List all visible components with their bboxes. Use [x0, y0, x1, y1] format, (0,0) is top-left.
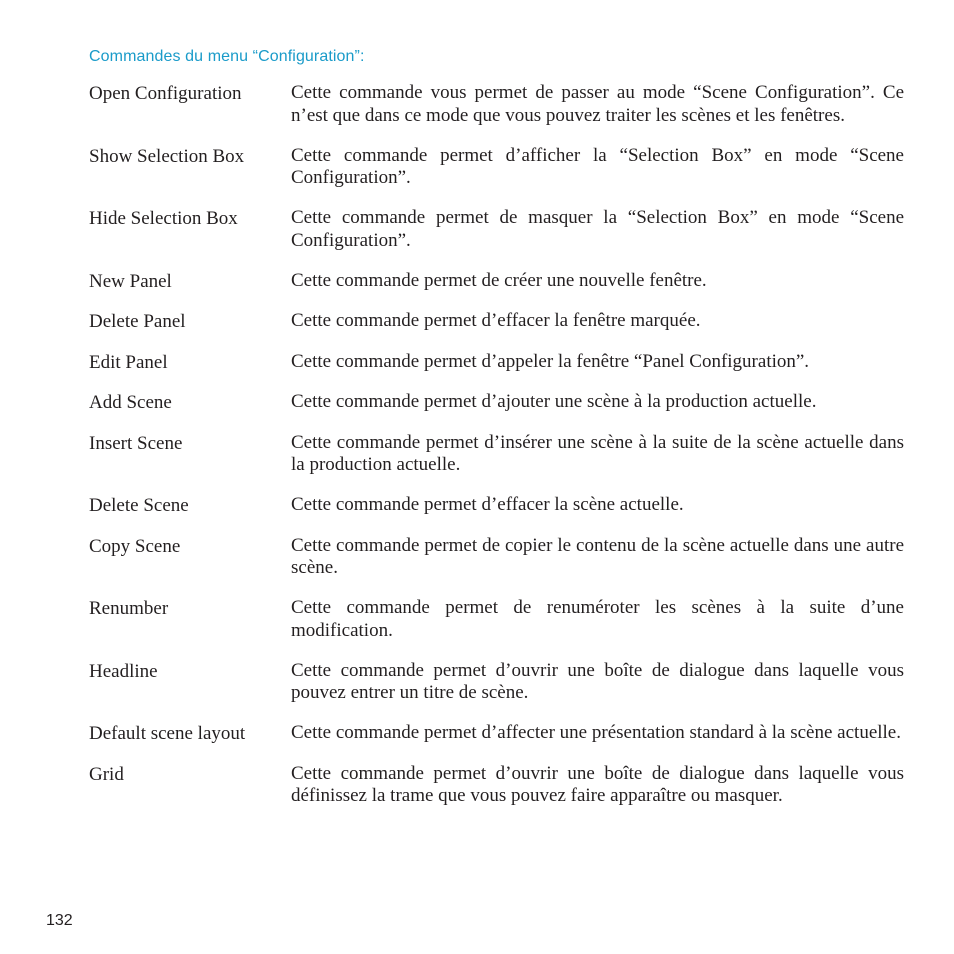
command-name: Show Selection Box — [89, 145, 245, 167]
command-description: Cette commande vous permet de passer au mode “Scene Configuration”. Ce n’est que dans ce mode que vous pouvez traiter les scènes et les fenêtres. — [291, 82, 904, 126]
command-name: Delete Scene — [89, 495, 189, 516]
command-name: Renumber — [89, 598, 169, 619]
command-description: Cette commande permet d’appeler la fenêtre “Panel Configuration”. — [291, 350, 810, 372]
command-name: Edit Panel — [89, 351, 168, 373]
command-entry — [89, 207, 904, 252]
command-name: New Panel — [89, 270, 172, 292]
command-name: Copy Scene — [89, 535, 181, 557]
command-entry — [89, 145, 904, 190]
command-entry — [89, 391, 904, 414]
command-description: Cette commande permet d’ajouter une scène à la production actuelle. — [291, 391, 817, 412]
command-entry — [89, 310, 904, 333]
command-description: Cette commande permet d’effacer la scène actuelle. — [291, 494, 684, 515]
command-name: Grid — [89, 763, 124, 785]
command-entry — [89, 494, 904, 517]
command-entry — [89, 660, 904, 705]
command-entry — [89, 432, 904, 477]
command-name: Open Configuration — [89, 83, 242, 104]
command-name: Add Scene — [89, 392, 172, 413]
section-heading: Commandes du menu “Configuration”: — [89, 48, 365, 65]
command-name: Insert Scene — [89, 432, 183, 454]
command-description: Cette commande permet de copier le contenu de la scène actuelle dans une autre scène. — [291, 534, 904, 578]
command-name: Default scene layout — [89, 723, 246, 744]
command-entry — [89, 351, 904, 374]
command-name: Delete Panel — [89, 311, 186, 332]
command-list — [89, 82, 904, 825]
command-entry — [89, 763, 904, 808]
page-number: 132 — [46, 912, 73, 929]
command-description: Cette commande permet d’ouvrir une boîte de dialogue dans laquelle vous pouvez entrer un titre de scène. — [291, 659, 904, 703]
command-entry — [89, 722, 904, 745]
command-description: Cette commande permet d’affecter une présentation standard à la scène actuelle. — [291, 722, 901, 743]
command-description: Cette commande permet de créer une nouvelle fenêtre. — [291, 269, 707, 291]
command-name: Hide Selection Box — [89, 208, 238, 229]
command-description: Cette commande permet d’effacer la fenêtre marquée. — [291, 310, 701, 331]
command-entry — [89, 82, 904, 127]
command-description: Cette commande permet d’afficher la “Selection Box” en mode “Scene Configuration”. — [291, 144, 904, 188]
command-description: Cette commande permet d’ouvrir une boîte de dialogue dans laquelle vous définissez la trame que vous pouvez faire apparaître ou masquer. — [291, 762, 904, 806]
command-description: Cette commande permet de masquer la “Selection Box” en mode “Scene Configuration”. — [291, 207, 904, 251]
command-entry — [89, 535, 904, 580]
command-entry — [89, 270, 904, 293]
command-name: Headline — [89, 660, 158, 682]
command-description: Cette commande permet d’insérer une scène à la suite de la scène actuelle dans la production actuelle. — [291, 431, 904, 475]
command-description: Cette commande permet de renuméroter les scènes à la suite d’une modification. — [291, 597, 904, 641]
command-entry — [89, 597, 904, 642]
